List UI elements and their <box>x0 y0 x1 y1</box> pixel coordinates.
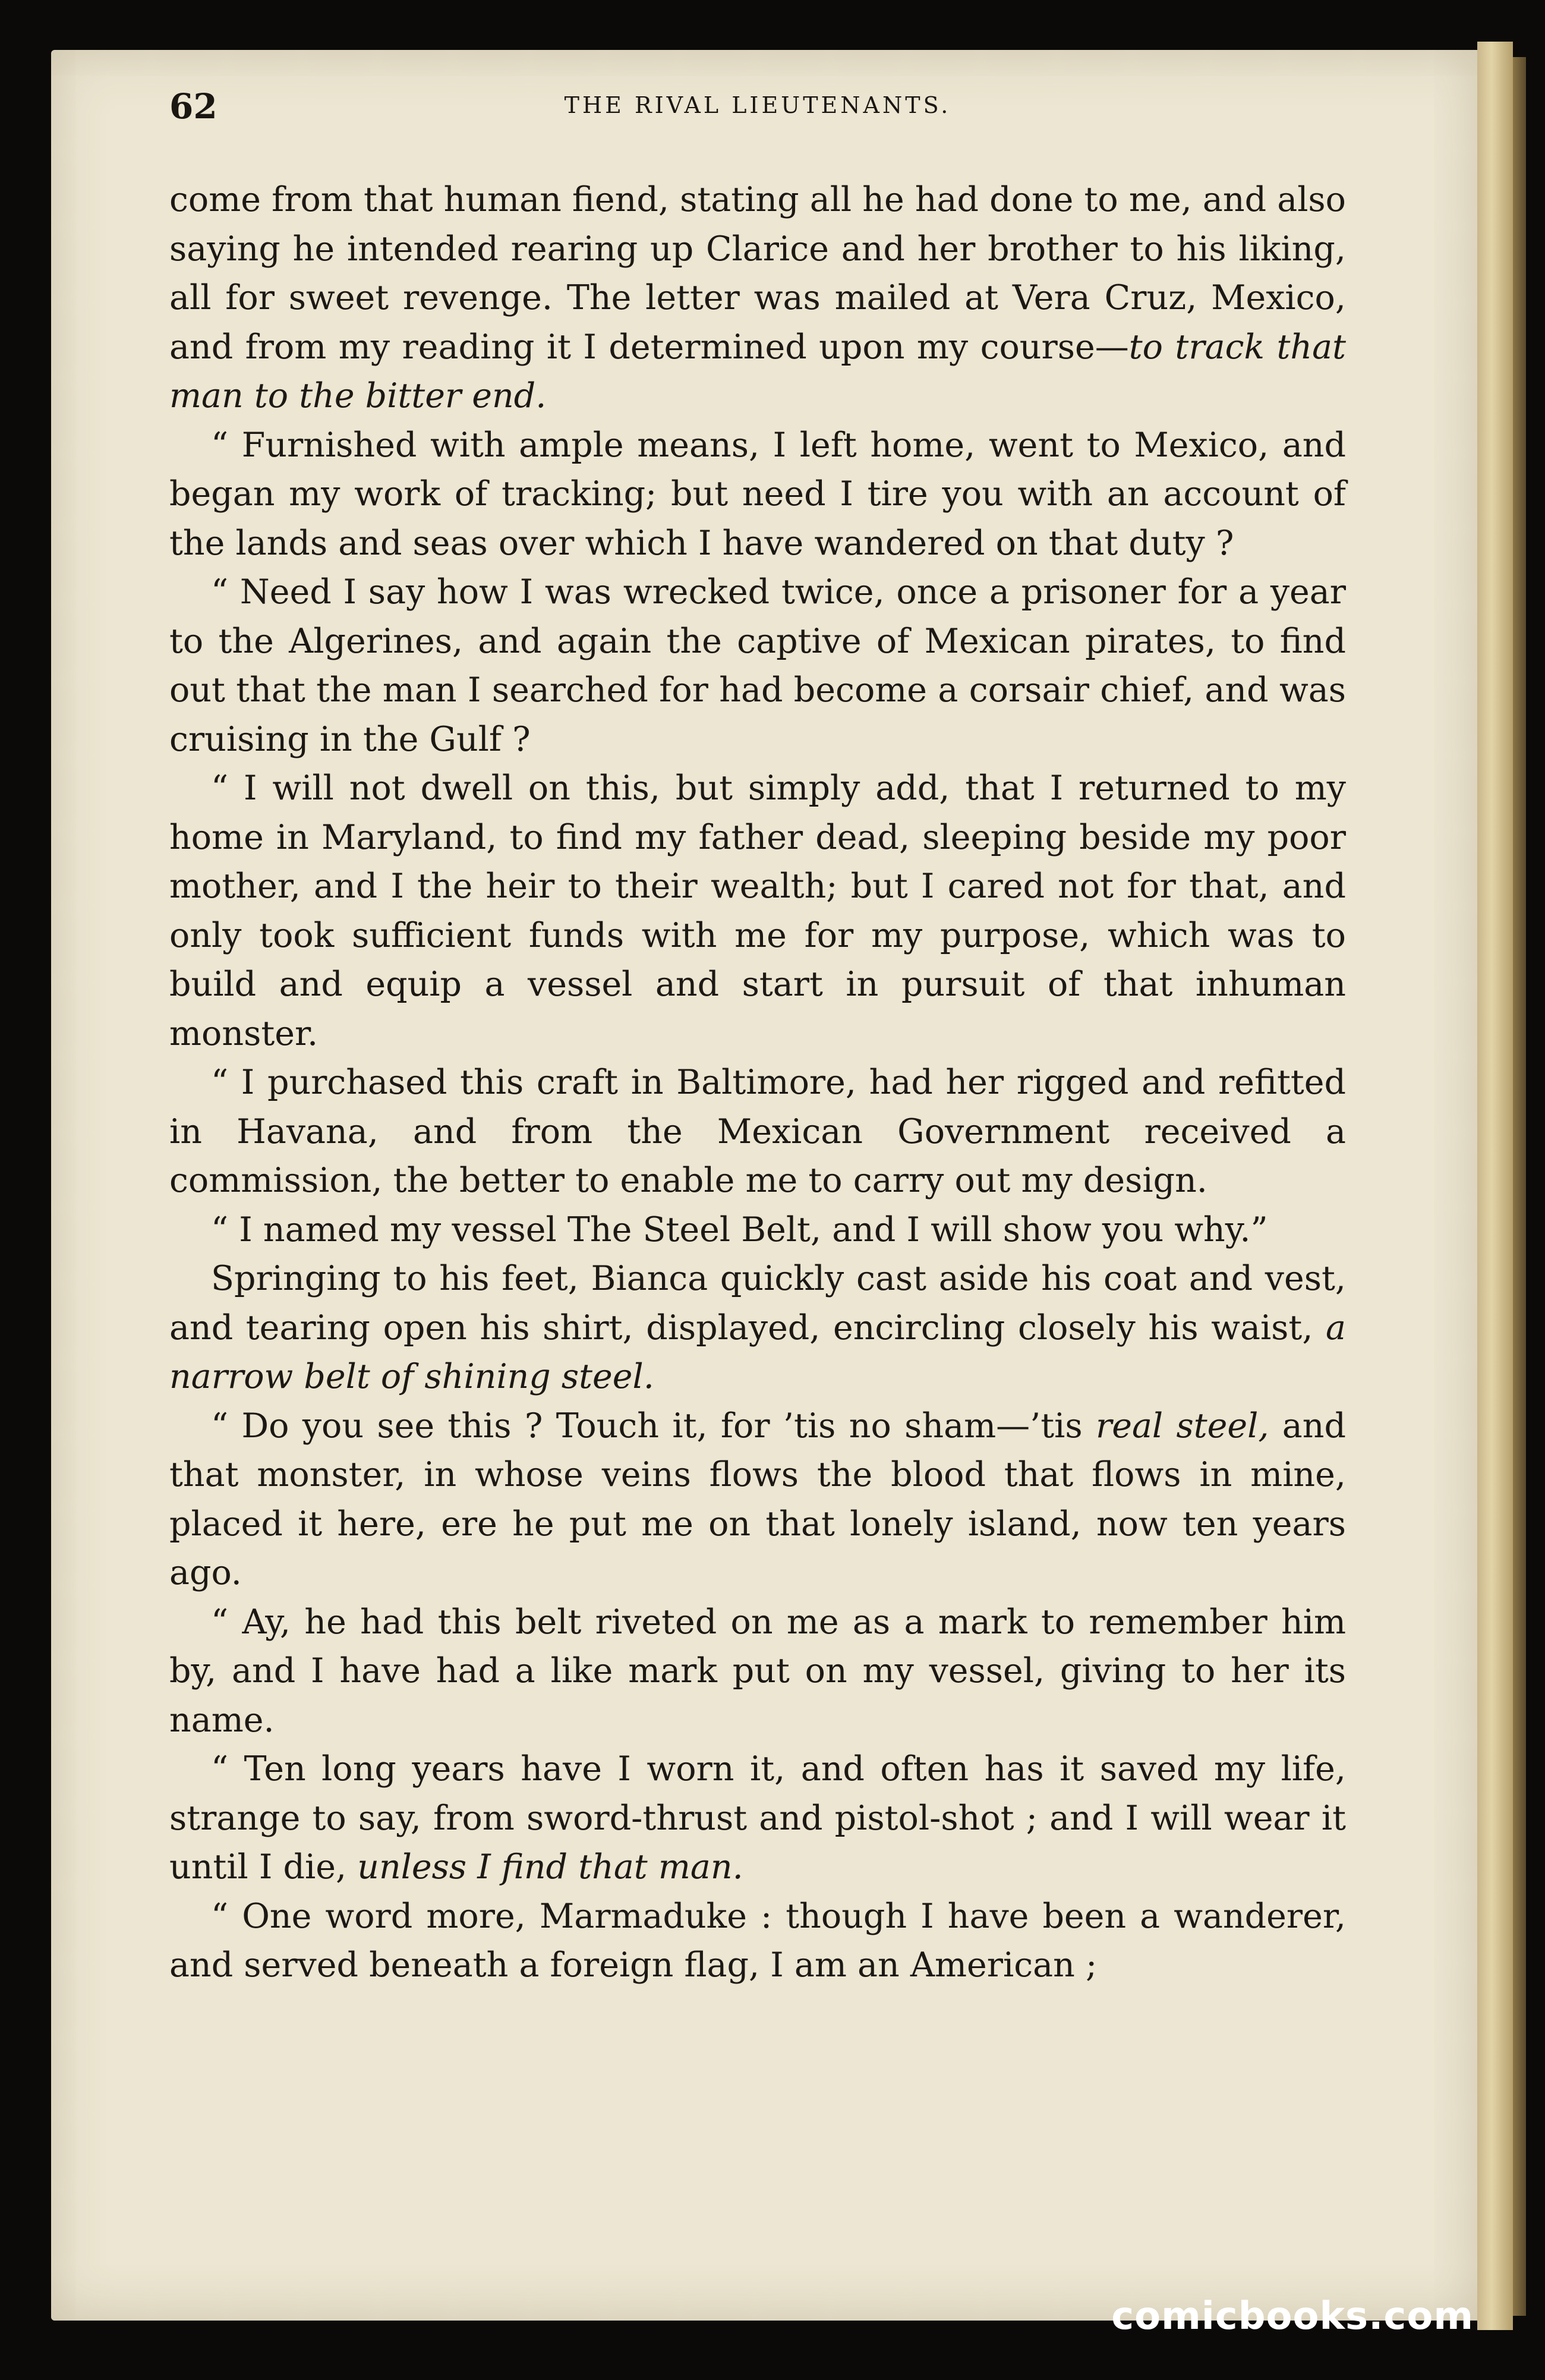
page-content <box>169 86 1346 1990</box>
text-run: “ Ten long years have I worn it, and often has it saved my life, strange to say, from sword-thrust and pistol-shot ; and I will wear it until I die, <box>169 1749 1346 1887</box>
watermark: comicbooks.com <box>1111 2294 1474 2338</box>
paragraph <box>169 764 1346 1058</box>
paragraph <box>169 1205 1346 1255</box>
paragraph <box>169 568 1346 764</box>
text-run: “ Need I say how I was wrecked twice, once a prisoner for a year to the Algerines, and again the captive of Mexican pirates, to find out that the man I searched for had become a corsair chief, and was cruising in the Gulf ? <box>169 572 1346 759</box>
book-spine-edge <box>1513 57 1526 2316</box>
italic-text-run: to track that man to the bitter end. <box>169 327 1346 415</box>
text-run: “ I purchased this craft in Baltimore, had her rigged and refitted in Havana, and from the Mexican Government received a commission, the better to enable me to carry out my design. <box>169 1063 1346 1200</box>
paragraph <box>169 175 1346 421</box>
paragraph <box>169 421 1346 568</box>
text-run: “ I will not dwell on this, but simply add, that I returned to my home in Maryland, to find my father dead, sleeping beside my poor mother, and I the heir to their wealth; but I cared not for that, and only took sufficient funds with me for my purpose, which was to build and equip a vessel and start in pursuit of that inhuman monster. <box>169 769 1346 1053</box>
running-title: THE RIVAL LIEUTENANTS. <box>564 92 951 118</box>
body-text <box>169 175 1346 1990</box>
book-spine <box>1477 42 1513 2330</box>
text-run: and that monster, in whose veins flows the blood that flows in mine, placed it here, ere he put me on that lonely island, now ten years ago. <box>169 1406 1346 1592</box>
paragraph <box>169 1892 1346 1990</box>
text-run: “ Furnished with ample means, I left home, went to Mexico, and began my work of tracking; but need I tire you with an account of the lands and seas over which I have wandered on that duty ? <box>169 425 1346 563</box>
page-header <box>169 86 1346 140</box>
paragraph <box>169 1058 1346 1205</box>
text-run: “ Ay, he had this belt riveted on me as a mark to remember him by, and I have had a like mark put on my vessel, giving to her its name. <box>169 1602 1346 1740</box>
text-run: Springing to his feet, Bianca quickly cast aside his coat and vest, and tearing open his shirt, displayed, encircling closely his waist, <box>169 1259 1346 1348</box>
paragraph <box>169 1402 1346 1598</box>
text-run: come from that human fiend, stating all he had done to me, and also saying he intended rearing up Clarice and her brother to his liking, all for sweet revenge. The letter was mailed at Vera Cruz, Mexico, and from my reading it I determined upon my course— <box>169 180 1346 367</box>
text-run: “ Do you see this ? Touch it, for ’tis no sham—’tis <box>211 1406 1096 1446</box>
paragraph <box>169 1254 1346 1402</box>
text-run: “ I named my vessel The Steel Belt, and I will show you why.” <box>211 1210 1268 1249</box>
text-run: “ One word more, Marmaduke : though I have been a wanderer, and served beneath a foreign flag, I am an American ; <box>169 1896 1346 1985</box>
page-number: 62 <box>169 86 217 127</box>
paragraph <box>169 1745 1346 1892</box>
italic-text-run: real steel, <box>1095 1406 1269 1446</box>
italic-text-run: unless I find that man. <box>357 1847 743 1887</box>
paragraph <box>169 1598 1346 1745</box>
italic-text-run: a narrow belt of shining steel. <box>169 1308 1346 1396</box>
